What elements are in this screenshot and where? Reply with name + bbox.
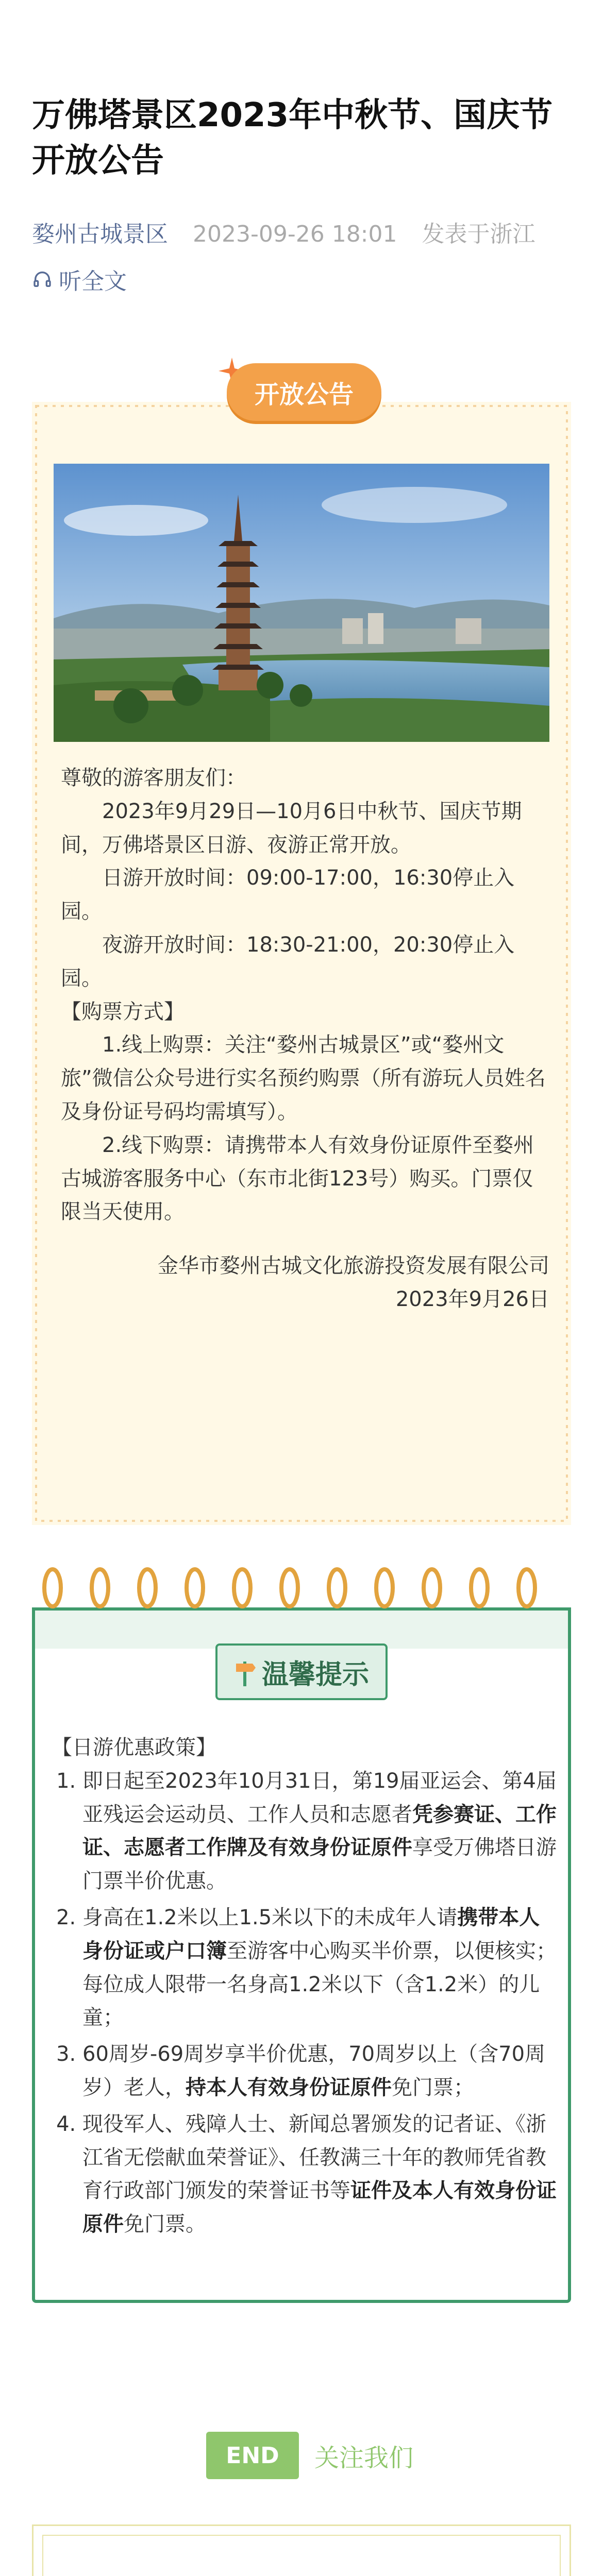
tip-item: 3. 60周岁-69周岁享半价优惠，70周岁以上（含70周岁）老人，持本人有效身份证原件免门票； <box>82 2038 557 2105</box>
notice-body <box>61 761 549 1316</box>
publish-location: 发表于浙江 <box>422 221 535 247</box>
greeting: 尊敬的游客朋友们： <box>61 766 246 790</box>
pagoda-photo <box>54 464 549 742</box>
night-hours: 夜游开放时间：18:30-21:00，20:30停止入园。 <box>61 933 515 990</box>
end-row <box>206 2432 413 2479</box>
follow-label: 关注我们 <box>314 2443 414 2472</box>
tip-item: 2. 身高在1.2米以上1.5米以下的未成年人请携带本人身份证或户口簿至游客中心购买半价票，以便核实；每位成人限带一名身高1.2米以下（含1.2米）的儿童； <box>82 1901 557 2035</box>
publish-date: 2023-09-26 18:01 <box>193 221 397 247</box>
qr-inner-frame <box>42 2535 561 2576</box>
tips-title-text: 温馨提示 <box>261 1659 369 1690</box>
day-hours: 日游开放时间：09:00-17:00，16:30停止入园。 <box>61 866 515 924</box>
tip-item: 4. 现役军人、残障人士、新闻总署颁发的记者证、《浙江省无偿献血荣誉证》、任教满三十年的教师凭省教育行政部门颁发的荣誉证书等证件及本人有效身份证原件免门票。 <box>82 2108 557 2241</box>
listen-label: 听全文 <box>59 268 127 295</box>
headphones-icon <box>32 269 53 290</box>
tip-item: 1. 即日起至2023年10月31日，第19届亚运会、第4届亚残运会运动员、工作人员和志愿者凭参赛证、工作证、志愿者工作牌及有效身份证原件享受万佛塔日游门票半价优惠。 <box>82 1765 557 1898</box>
tips-body <box>52 1731 557 2244</box>
tips-title <box>215 1643 388 1700</box>
notice-paragraph: 2023年9月29日—10月6日中秋节、国庆节期间，万佛塔景区日游、夜游正常开放。 <box>61 799 522 857</box>
online-ticket: 1.线上购票：关注“婺州古城景区”或“婺州文旅”微信公众号进行实名预约购票（所有游玩人员姓名及身份证号码均需填写）。 <box>61 1033 546 1124</box>
article-title: 万佛塔景区2023年中秋节、国庆节开放公告 <box>32 96 553 180</box>
signpost-icon <box>234 1657 257 1686</box>
ticket-heading: 【购票方式】 <box>61 999 185 1024</box>
offline-ticket: 2.线下购票：请携带本人有效身份证原件至婺州古城游客服务中心（东市北街123号）购买。门票仅限当天使用。 <box>61 1133 534 1224</box>
end-label: END <box>206 2432 299 2479</box>
listen-button[interactable] <box>32 263 127 296</box>
binder-rings <box>32 1561 571 1618</box>
signer: 金华市婺州古城文化旅游投资发展有限公司 <box>158 1254 549 1278</box>
sign-date: 2023年9月26日 <box>395 1287 549 1311</box>
account-link[interactable]: 婺州古城景区 <box>32 221 168 247</box>
tips-heading: 【日游优惠政策】 <box>52 1736 216 1759</box>
notice-badge: 开放公告 <box>227 363 381 421</box>
article-meta <box>32 215 553 248</box>
